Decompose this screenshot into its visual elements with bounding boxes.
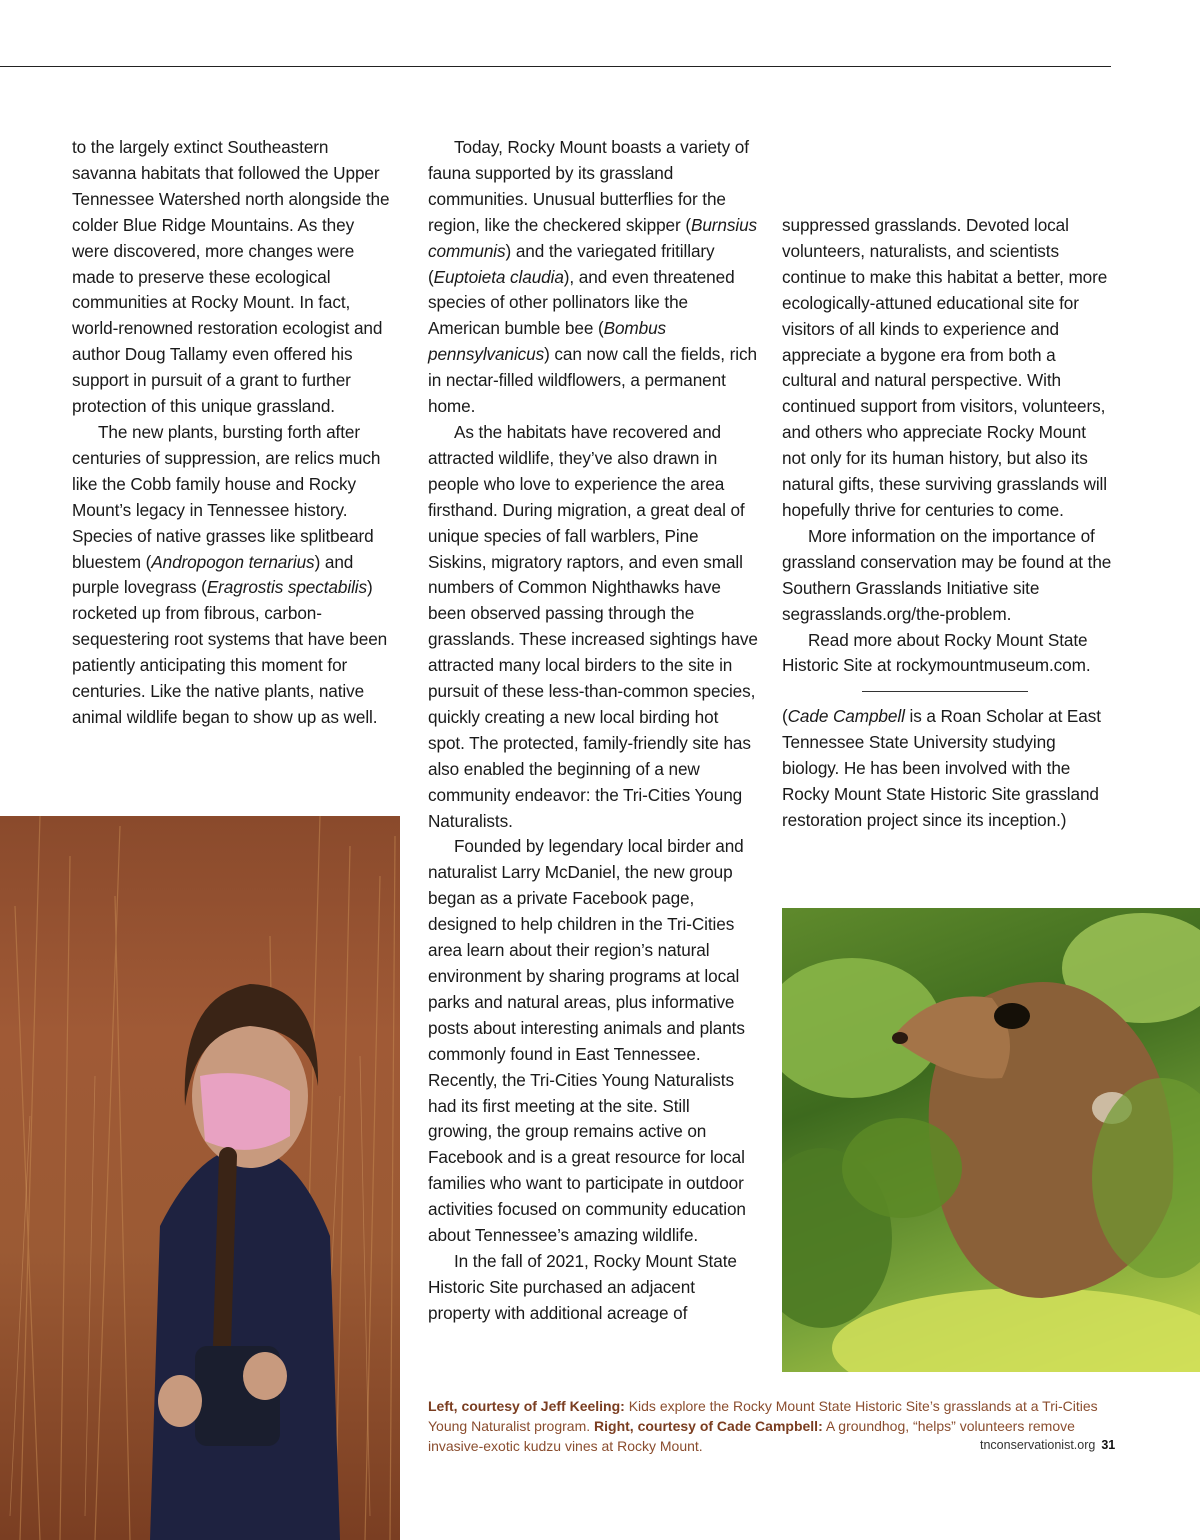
section-divider: [862, 691, 1028, 692]
text-run: is a Roan Scholar at East Tennessee State University studying biology. He has been involved with the Rocky Mount State Historic Site grassland restoration project since its inception.): [782, 706, 1101, 830]
text-run: suppressed grasslands. Devoted local volunteers, naturalists, and scientists continue to make this habitat a better, more ecologically-attuned educational site for visitors of all kinds to experience and appreciate a bygone era from both a cultural and natural perspective. With continued support from visitors, volunteers, and others who appreciate Rocky Mount not only for its human history, but also its natural gifts, these surviving grasslands will hopefully thrive for centuries to come.: [782, 215, 1108, 520]
species-name: Euptoieta claudia: [433, 266, 564, 287]
paragraph: [428, 135, 758, 420]
caption-credit-right: Right, courtesy of Cade Campbell:: [594, 1418, 823, 1434]
page-footer: [980, 1438, 1115, 1452]
paragraph: [782, 628, 1112, 680]
paragraph: [428, 420, 758, 835]
article-column-2: [428, 135, 758, 1327]
paragraph: [72, 135, 390, 420]
text-run: In the fall of 2021, Rocky Mount State Historic Site purchased an adjacent property with additional acreage of: [428, 1250, 737, 1323]
text-run: ) can now call the fields, rich in nectar-filled wildflowers, a permanent home.: [428, 344, 757, 417]
text-run: ) and the variegated fritillary (: [428, 240, 715, 287]
paragraph: [782, 213, 1112, 524]
author-bio: [782, 704, 1112, 834]
text-run: Read more about Rocky Mount State Historic Site at rockymountmuseum.com.: [782, 629, 1091, 676]
species-name: Eragrostis spectabilis: [206, 577, 368, 598]
article-column-3: [782, 213, 1112, 834]
text-run: As the habitats have recovered and attracted wildlife, they’ve also drawn in people who love to experience the area firsthand. During migration, a great deal of unique species of fall warblers, Pine Siskins, migratory raptors, and even small numbers of Common Nighthawks have been observed passing through the grasslands. These increased sightings have attracted many local birders to the site in pursuit of these less-than-common species, quickly creating a new local birding hot spot. The protected, family-friendly site has also enabled the beginning of a new community endeavor: the Tri-Cities Young Naturalists.: [428, 421, 758, 831]
text-run: ), and even threatened species of other pollinators like the American bumble bee (: [428, 266, 735, 339]
caption-credit-left: Left, courtesy of Jeff Keeling:: [428, 1398, 625, 1414]
text-run: (: [782, 706, 788, 727]
caption-text-left: Kids explore the Rocky Mount State Historic Site’s grasslands at a Tri-Cities Young Naturalist program.: [428, 1398, 1098, 1434]
text-run: Today, Rocky Mount boasts a variety of fauna supported by its grassland communities. Unusual butterflies for the region, like the checkered skipper (: [428, 137, 749, 235]
photo-groundhog: [782, 908, 1200, 1372]
article-column-1: [72, 135, 390, 731]
caption-text-right: A groundhog, “helps” volunteers remove invasive-exotic kudzu vines at Rocky Mount.: [428, 1418, 1075, 1454]
footer-website: tnconservationist.org: [980, 1438, 1096, 1452]
text-run: to the largely extinct Southeastern savanna habitats that followed the Upper Tennessee Watershed north alongside the colder Blue Ridge Mountains. As they were discovered, more changes were made to preserve these ecological communities at Rocky Mount. In fact, world-renowned restoration ecologist and author Doug Tallamy even offered his support in pursuit of a grant to further protection of this unique grassland.: [72, 137, 390, 417]
paragraph: [782, 524, 1112, 628]
species-name: Burnsius communis: [428, 214, 758, 261]
text-run: ) rocketed up from fibrous, carbon-sequestering root systems that have been patiently anticipating this moment for centuries. Like the native plants, native animal wildlife began to show up as well.: [72, 577, 388, 727]
page-number: 31: [1101, 1438, 1116, 1452]
text-run: The new plants, bursting forth after centuries of suppression, are relics much like the Cobb family house and Rocky Mount’s legacy in Tennessee history. Species of native grasses like splitbeard bluestem (: [72, 421, 381, 572]
paragraph: [428, 1249, 758, 1327]
text-run: ) and purple lovegrass (: [72, 551, 354, 598]
text-run: Founded by legendary local birder and naturalist Larry McDaniel, the new group began as a private Facebook page, designed to help children in the Tri-Cities area learn about their region’s natural environment by sharing programs at local parks and natural areas, plus informative posts about interesting animals and plants commonly found in East Tennessee. Recently, the Tri-Cities Young Naturalists had its first meeting at the site. Still growing, the group remains active on Facebook and is a great resource for local families who want to participate in outdoor activities focused on community education about Tennessee’s amazing wildlife.: [428, 836, 746, 1246]
photo-child-in-grassland: [0, 816, 400, 1540]
author-name: Cade Campbell: [787, 706, 905, 727]
paragraph: [72, 420, 390, 731]
paragraph: [428, 834, 758, 1249]
top-rule: [0, 66, 1111, 67]
text-run: More information on the importance of grassland conservation may be found at the Southern Grasslands Initiative site segrasslands.org/the-problem.: [782, 525, 1112, 624]
species-name: Bombus pennsylvanicus: [428, 318, 667, 365]
species-name: Andropogon ternarius: [151, 551, 315, 572]
